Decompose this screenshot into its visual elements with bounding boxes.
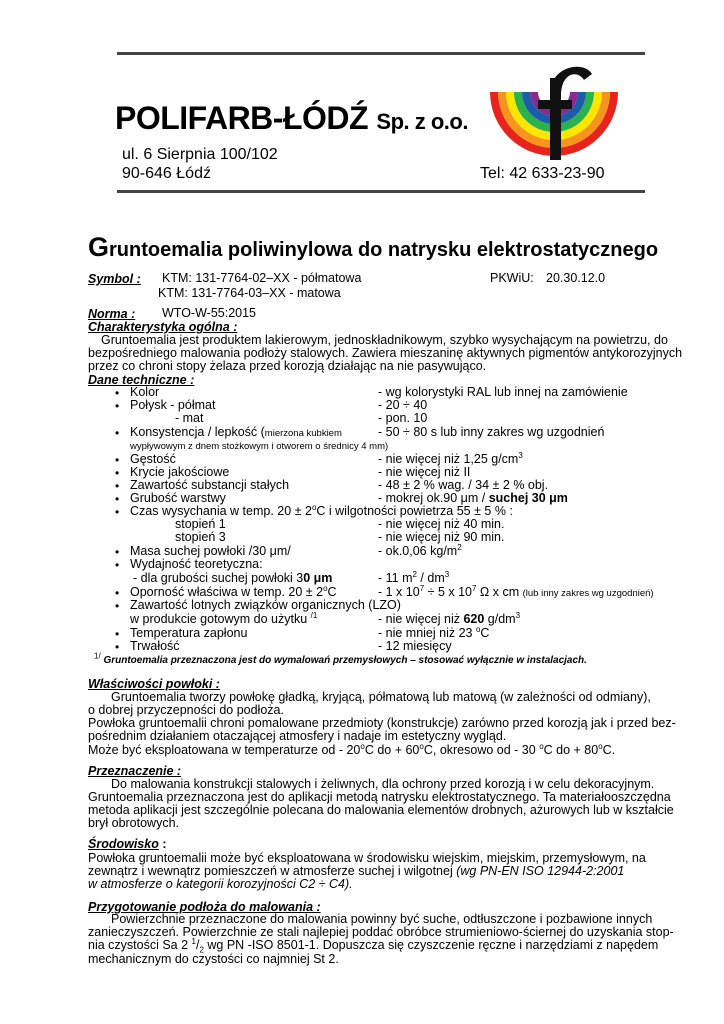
env-line-2: zewnątrz i wewnątrz pomieszczeń w atmosferze suchej i wilgotnej (wg PN-EN ISO 12944-2:2001	[88, 864, 625, 878]
bullet: •	[115, 479, 120, 493]
bullet: •	[115, 466, 120, 480]
tech-konsystencja-value: - 50 ÷ 80 s lub inny zakres wg uzgodnień	[378, 425, 605, 439]
tech-konsystencja-note: wypływowym z dnem stożkowym i otworem o średnicy 4 mm)	[130, 441, 389, 452]
tech-polysk-label: Połysk - półmat	[130, 398, 216, 412]
tech-mat-value: - pon. 10	[378, 411, 428, 425]
tech-opornosc-label: Oporność właściwa w temp. $20 \pm 2^oC$	[130, 583, 337, 599]
bullet: •	[115, 558, 120, 572]
purpose-line-2: Gruntoemalia przeznaczona jest do aplikacji metodą natrysku elektrostatycznego. Ta materiałooszczędna	[88, 790, 671, 804]
tech-gestosc-value: - nie więcej niż 1,25 $g/cm^3$	[378, 450, 523, 466]
bullet: •	[115, 386, 120, 400]
tech-konsystencja-label: Konsystencja / lepkość (mierzona kubkiem	[130, 425, 342, 439]
norma-label: Norma :	[88, 307, 136, 321]
pkwiu-value: 20.30.12.0	[546, 271, 606, 285]
general-heading: Charakterystyka ogólna :	[88, 320, 238, 334]
phone: Tel: 42 633-23-90	[480, 165, 605, 182]
tech-masa-value: - ok.0,06 $kg/m^2$	[378, 542, 462, 558]
tech-trwalosc-value: - 12 miesięcy	[378, 639, 452, 653]
tech-masa-label: Masa suchej powłoki /30 μm/	[130, 544, 291, 558]
header-bottom-rule	[117, 190, 645, 193]
symbol-label: Symbol :	[88, 272, 141, 286]
tech-kolor-value: - wg kolorystyki RAL lub innej na zamówienie	[378, 385, 628, 399]
prep-heading: Przygotowanie podłoża do malowania :	[88, 900, 321, 914]
prep-line-3: nia czystości Sa 2 $^1/_2$ wg PN -ISO 8501-1. Dopuszcza się czyszczenie ręczne i narzędziami z napędem	[88, 936, 659, 955]
props-line-1: Gruntoemalia tworzy powłokę gładką, kryjącą, półmatową lub matową (w zależności od odmiany),	[111, 690, 651, 704]
prep-line-4: mechanicznym do czystości co najmniej St 2.	[88, 952, 339, 966]
bullet: •	[115, 599, 120, 613]
tech-zawartosc-label: Zawartość substancji stałych	[130, 478, 290, 492]
logo-hook	[550, 67, 592, 94]
bullet: •	[115, 453, 120, 467]
bullet: •	[115, 640, 120, 654]
tech-gestosc-label: Gęstość	[130, 452, 176, 466]
tech-stopien3-value: - nie więcej niż 90 min.	[378, 530, 505, 544]
general-line-3: przez co chroni stopy żelaza przed korozją działając na nie pasywująco.	[88, 359, 487, 373]
tech-footnote: $^{1/}$ Gruntoemalia przeznaczona jest do wymalowań przemysłowych – stosować wyłącznie w instalacjach.	[94, 651, 587, 666]
env-line-3: w atmosferze o kategorii korozyjności C2 ÷ C4).	[88, 877, 353, 891]
props-line-3: Powłoka gruntoemalii chroni pomalowane przedmioty (konstrukcje) zarówno przed korozją jak i przed bez-	[88, 716, 676, 730]
tech-lzo-label: Zawartość lotnych związków organicznych (LZO)	[130, 598, 401, 612]
symbol-ktm-2: KTM: 131-7764-03–XX - matowa	[158, 286, 341, 300]
bullet: •	[115, 545, 120, 559]
logo-crossbar	[538, 100, 572, 109]
tech-zawartosc-value: - 48 ± 2 % wag. / 34 ± 2 % obj.	[378, 478, 549, 492]
tech-wydajnosc-sub-label: - dla grubości suchej powłoki 30 μm	[133, 571, 333, 585]
env-line-1: Powłoka gruntoemalii może być eksploatowana w środowisku wiejskim, miejskim, przemysłowym, na	[88, 851, 646, 865]
props-line-2: o dobrej przyczepności do podłoża.	[88, 703, 284, 717]
tech-grubosc-label: Grubość warstwy	[130, 491, 226, 505]
props-line-5: Może być eksploatowana w temperaturze od - 20$^o$C do + $60^oC$, okresowo od - 30 $^o$C do + $80^oC$.	[88, 741, 616, 757]
address-line-1: ul. 6 Sierpnia 100/102	[122, 146, 278, 163]
bullet: •	[115, 426, 120, 440]
bullet: •	[115, 627, 120, 641]
bullet: •	[115, 505, 120, 519]
tech-wydajnosc-label: Wydajność teoretyczna:	[130, 557, 263, 571]
bullet: •	[115, 586, 120, 600]
tech-opornosc-value: - 1 x $10^7 \div 5$ x $10^7$ Ω x cm (lub inny zakres wg uzgodnień)	[378, 583, 654, 599]
tech-trwalosc-label: Trwałość	[130, 639, 180, 653]
tech-czas-label: Czas wysychania w temp. $20 \pm 2^oC$ i wilgotności powietrza 55 ± 5 % :	[130, 502, 513, 518]
purpose-line-4: brył obrotowych.	[88, 816, 180, 830]
purpose-heading: Przeznaczenie :	[88, 764, 182, 778]
company-logo	[488, 58, 620, 162]
header-top-rule	[117, 52, 645, 55]
prep-line-1: Powierzchnie przeznaczone do malowania powinny być suche, odtłuszczone i pozbawione innych	[111, 912, 653, 926]
tech-polysk-value: - 20 ÷ 40	[378, 398, 428, 412]
tech-krycie-label: Krycie jakościowe	[130, 465, 230, 479]
tech-mat-label: - mat	[175, 411, 204, 425]
tech-stopien1-label: stopień 1	[175, 517, 226, 531]
bullet: •	[115, 492, 120, 506]
tech-grubosc-value: - mokrej ok.90 μm / suchej 30 μm	[378, 491, 568, 505]
env-heading: Środowisko :	[88, 837, 167, 851]
symbol-ktm-1: KTM: 131-7764-02–XX - półmatowa	[162, 271, 362, 285]
purpose-line-1: Do malowania konstrukcji stalowych i żeliwnych, dla ochrony przed korozją i w celu dekoracyjnym.	[111, 777, 655, 791]
tech-heading: Dane techniczne :	[88, 373, 195, 387]
norma-value: WTO-W-55:2015	[162, 306, 257, 320]
tech-stopien3-label: stopień 3	[175, 530, 226, 544]
tech-krycie-value: - nie więcej niż II	[378, 465, 471, 479]
tech-temperatura-value: - nie mniej niż 23 $^o$C	[378, 624, 490, 640]
address-line-2: 90-646 Łódź	[122, 165, 211, 182]
props-line-4: pośrednim działaniem otaczającej atmosfery i nadaje im estetyczny wygląd.	[88, 729, 507, 743]
general-line-2: bezpośredniego malowania podłoży stalowych. Zawiera mieszaninę aktywnych pigmentów antykorozyjnych	[88, 346, 683, 360]
pkwiu-label: PKWiU:	[490, 271, 534, 285]
tech-temperatura-label: Temperatura zapłonu	[130, 626, 248, 640]
general-line-1: Gruntoemalia jest produktem lakierowym, jednoskładnikowym, szybko wysychającym na powietrzu, do	[101, 333, 668, 347]
tech-lzo-sub-label: w produkcie gotowym do użytku $^{/1}$	[130, 610, 318, 626]
tech-stopien1-value: - nie więcej niż 40 min.	[378, 517, 505, 531]
prep-line-2: zanieczyszczeń. Powierzchnie ze stali najlepiej poddać obróbce strumieniowo-ściernej do uzyskania stop-	[88, 925, 674, 939]
bullet: •	[115, 399, 120, 413]
props-heading: Właściwości powłoki :	[88, 677, 220, 691]
tech-wydajnosc-value: - 11 $m^2 / dm^3$	[378, 569, 450, 585]
purpose-line-3: metoda aplikacji jest szczególnie polecana do malowania elementów drobnych, ażurowych lub w kształcie	[88, 803, 674, 817]
company-name: POLIFARB-ŁÓDŹ Sp. z o.o.	[115, 100, 468, 136]
tech-kolor-label: Kolor	[130, 385, 160, 399]
tech-lzo-value: - nie więcej niż 620 $g/dm^3$	[378, 610, 521, 626]
document-title: Gruntoemalia poliwinylowa do natrysku elektrostatycznego	[88, 232, 659, 262]
